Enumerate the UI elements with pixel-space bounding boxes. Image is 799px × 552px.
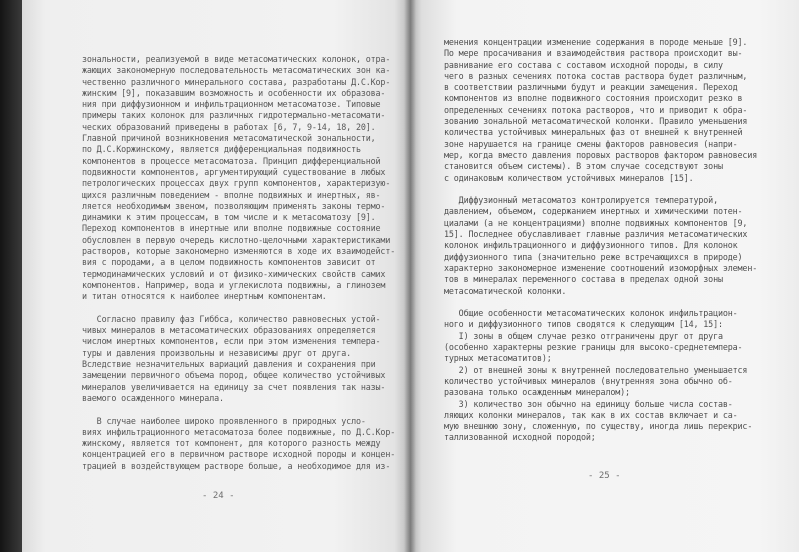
text-line: зональности, реализуемой в виде метасоматических колонок, отра- bbox=[82, 54, 391, 64]
text-line: концентрацией его в первичном растворе исходной породы и концен- bbox=[82, 449, 396, 460]
text-line: компонентов в процессе метасоматоза. Принцип дифференциальной bbox=[82, 155, 381, 166]
text-line: подвижности компонентов, аргументирующий существование в любых bbox=[82, 166, 386, 177]
right-page bbox=[410, 0, 799, 552]
text-line: Главной причиной возникновения метасоматической зональности, bbox=[82, 133, 376, 144]
text-line: колонок инфильтрационного и диффузионного типов. Для колонок bbox=[444, 240, 738, 251]
left-page-text bbox=[82, 54, 395, 472]
text-line: компонентов из вполне подвижного состояния происходит резко в bbox=[444, 93, 743, 104]
text-line: становится объем системы). В этом случае соседствуют зоны bbox=[444, 161, 723, 172]
text-line: в соответствии различными будут и реакции замещения. Переход bbox=[444, 82, 738, 93]
text-line: Согласно правилу фаз Гиббса, количество равновесных устой- bbox=[82, 313, 381, 324]
text-line: жинским [9], показавшим возможность и особенности их образова- bbox=[82, 87, 386, 98]
text-line: трацией в воздействующем растворе больше, а необходимое для из- bbox=[82, 460, 391, 471]
text-line: чественно различного минерального состава, разработаны Д.С.Кор- bbox=[82, 76, 391, 87]
text-line: характерно закономерное изменение соотношений изоморфных элемен- bbox=[444, 262, 758, 273]
text-line: диффузионного типа (значительно реже встречающихся в природе) bbox=[444, 251, 743, 262]
text-line: минералов увеличивается на единицу за счет появления так назы- bbox=[82, 381, 386, 392]
text-line: с одинаковым количеством устойчивых минералов [15]. bbox=[444, 172, 694, 183]
text-line: По мере просачивания и взаимодействия раствора происходит вы- bbox=[444, 48, 743, 59]
text-line: (особенно характерны резкие границы для высоко-среднетемпера- bbox=[444, 342, 743, 353]
text-line: зованию зональной метасоматической колонки. Правило уменьшения bbox=[444, 116, 748, 127]
text-line: разована только осажденным минералом); bbox=[444, 387, 630, 398]
text-line: туры и давления произвольны и независимы друг от друга. bbox=[82, 347, 352, 358]
text-line: зоне нарушается на границе смены факторов равновесия (напри- bbox=[444, 138, 738, 149]
text-line: виях инфильтрационного метасоматоза более подвижные, по Д.С.Кор- bbox=[82, 426, 396, 437]
text-line: циалами (а не концентрациями) вполне подвижных компонентов [9, bbox=[444, 217, 748, 228]
text-line: ния при диффузионном и инфильтрационном метасоматозе. Типовые bbox=[82, 99, 381, 110]
text-line bbox=[444, 297, 757, 308]
text-line: равнивание его состава с составом исходной породы, в силу bbox=[444, 59, 723, 70]
text-line: ваемого осажденного минерала. bbox=[82, 392, 224, 403]
text-line: растворов, которые закономерно изменяются в ходе их взаимодейст- bbox=[82, 246, 396, 257]
text-line: метасоматической колонки. bbox=[444, 285, 567, 296]
text-line: ного и диффузионного типов сводятся к следующим [14, 15]: bbox=[444, 319, 723, 330]
text-line: Вследствие незначительных вариаций давления и сохранения при bbox=[82, 359, 376, 370]
text-line: и титан относятся к наиболее инертным компонентам. bbox=[82, 291, 327, 302]
text-line: щихся различным поведением - вполне подвижных и инертных, яв- bbox=[82, 189, 381, 200]
left-page-number: - 24 - bbox=[202, 491, 235, 501]
text-line: ческих образований приведены в работах [6, 7, 9-14, 18, 20]. bbox=[82, 121, 376, 132]
text-line: петрологических процессах двух групп компонентов, характеризую- bbox=[82, 178, 391, 189]
text-line: чивых минералов в метасоматических образованиях определяется bbox=[82, 325, 376, 336]
text-line: по Д.С.Коржинскому, является дифференциальная подвижность bbox=[82, 144, 361, 155]
text-line: Переход компонентов в инертные или вполне подвижные состояние bbox=[82, 223, 381, 234]
text-line: примеры таких колонок для различных гидротермально-метасомати- bbox=[82, 110, 386, 121]
book-edge bbox=[0, 0, 22, 552]
right-page-text bbox=[444, 37, 757, 444]
text-line: определенных сечениях потока растворов, что и приводит к обра- bbox=[444, 104, 748, 115]
right-page-number: - 25 - bbox=[588, 471, 621, 481]
text-line: ляется необходимым звеном, позволяющим применять законы термо- bbox=[82, 200, 386, 211]
left-page bbox=[22, 0, 410, 552]
text-line bbox=[82, 404, 395, 415]
text-line bbox=[444, 184, 757, 195]
text-line bbox=[82, 303, 395, 314]
text-line: 3) количество зон обычно на единицу больше числа состав- bbox=[444, 398, 733, 409]
text-line: жающих закономерную последовательность метасоматических зон ка- bbox=[82, 65, 391, 76]
text-line: обусловлен в первую очередь кислотно-щелочными характеристиками bbox=[82, 234, 391, 245]
text-line: количества устойчивых минеральных фаз от внешней к внутренней bbox=[444, 127, 743, 138]
book-gutter bbox=[404, 0, 416, 552]
text-line: количество устойчивых минералов (внутренняя зона обычно об- bbox=[444, 375, 733, 386]
text-line: Общие особенности метасоматических колонок инфильтрацион- bbox=[444, 308, 738, 319]
text-line: В случае наиболее широко проявленного в природных усло- bbox=[82, 415, 366, 426]
text-line: 2) от внешней зоны к внутренней последовательно уменьшается bbox=[444, 364, 748, 375]
text-line: чего в разных сечениях потока состав раствора будет различным, bbox=[444, 70, 748, 81]
text-line: давлением, объемом, содержанием инертных и химическими потен- bbox=[444, 206, 743, 217]
text-line: тов в минералах переменного состава в пределах одной зоны bbox=[444, 274, 723, 285]
text-line: турных метасоматитов); bbox=[444, 353, 552, 364]
text-line: компонентов. Например, вода и углекислота подвижны, а глинозем bbox=[82, 279, 386, 290]
text-line: 15]. Последнее обуславливает главные различия метасоматических bbox=[444, 229, 748, 240]
text-line: числом инертных компонентов, если при этом изменения темпера- bbox=[82, 336, 381, 347]
text-line: мер, когда вместо давления поровых растворов фактором равновесия bbox=[444, 149, 758, 160]
text-line: ляющих колонки минералов, так как в их состав включает и са- bbox=[444, 409, 738, 420]
text-line: динамики к этим процессам, в том числе и к метасоматозу [9]. bbox=[82, 212, 376, 223]
text-line: вия с породами, а в целом подвижность компонентов зависит от bbox=[82, 257, 376, 268]
text-line: жинскому, является тот компонент, для которого разность между bbox=[82, 438, 381, 449]
text-line: мую внешнюю зону, сложенную, по существу, иногда лишь перекрис- bbox=[444, 421, 753, 432]
text-line: замещении первичного объема пород, общее количество устойчивых bbox=[82, 370, 386, 381]
text-line: I) зоны в общем случае резко отграничены друг от друга bbox=[444, 330, 723, 341]
text-line: менения концентрации изменение содержания в породе меньше [9]. bbox=[444, 37, 748, 47]
text-line: Диффузионный метасоматоз контролируется температурой, bbox=[444, 195, 718, 206]
text-line: термодинамических условий и от физико-химических свойств самих bbox=[82, 268, 386, 279]
text-line: таллизованной исходной породой; bbox=[444, 432, 596, 443]
